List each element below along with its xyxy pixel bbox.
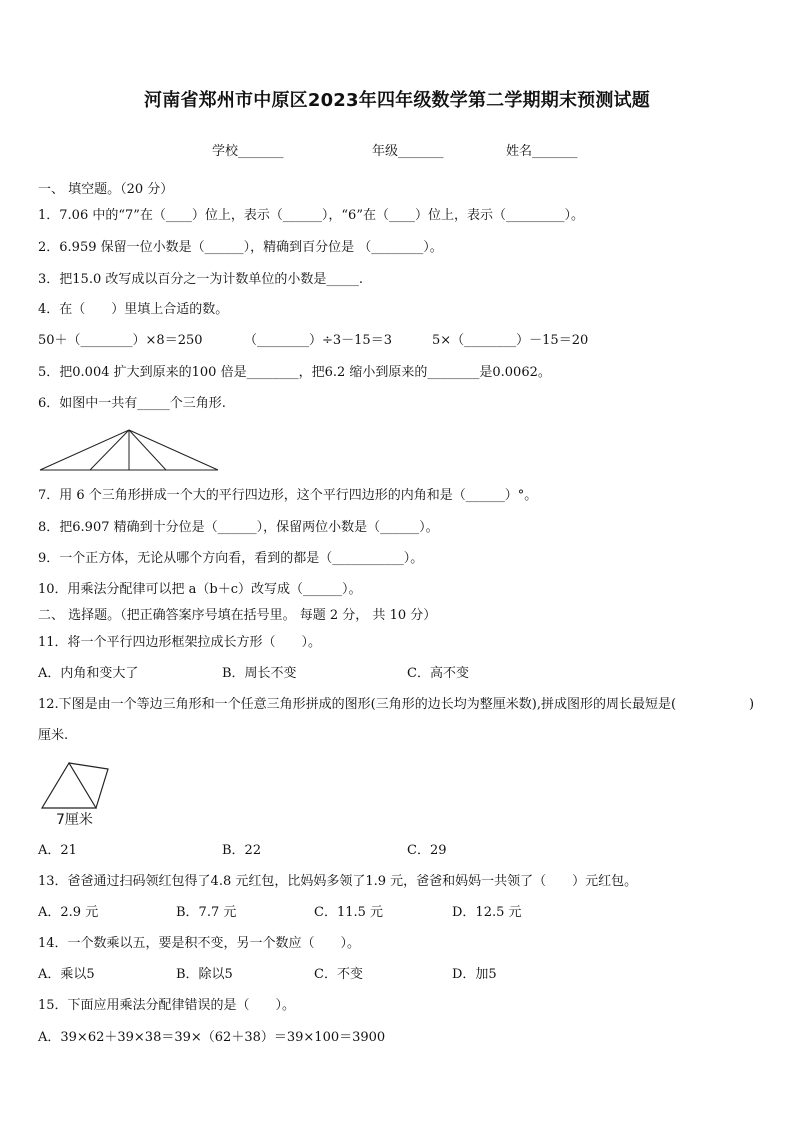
question-12: 12.下图是由一个等边三角形和一个任意三角形拼成的图形(三角形的边长均为整厘米数),拼成图形的周长最短是( xyxy=(38,697,677,712)
section-fill-blank-heading: 一、 填空题。（20 分） xyxy=(38,182,174,197)
question-4-part-c: 5×（________）－15＝20 xyxy=(432,333,589,348)
question-12-figure xyxy=(40,761,112,811)
question-4-part-a: 50＋（________）×8＝250 xyxy=(38,333,203,348)
question-6-triangle-figure xyxy=(38,428,220,473)
grade-field: 年级_______ xyxy=(372,144,444,159)
question-2: 2．6.959 保留一位小数是（______），精确到百分位是 （________）。 xyxy=(38,240,443,255)
question-5: 5．把0.004 扩大到原来的100 倍是________，把6.2 缩小到原来的________是0.0062。 xyxy=(38,365,551,380)
question-14-option-c: C．不变 xyxy=(314,967,363,982)
question-8: 8．把6.907 精确到十分位是（______），保留两位小数是（______）。 xyxy=(38,520,439,535)
page-title: 河南省郑州市中原区2023年四年级数学第二学期期末预测试题 xyxy=(144,90,650,111)
school-field: 学校_______ xyxy=(212,144,284,159)
question-14-option-d: D．加5 xyxy=(452,967,497,982)
question-7: 7．用 6 个三角形拼成一个大的平行四边形，这个平行四边形的内角和是（______）°。 xyxy=(38,488,538,503)
question-13-option-c: C．11.5 元 xyxy=(314,905,384,920)
question-13: 13．爸爸通过扫码领红包得了4.8 元红包，比妈妈多领了1.9 元，爸爸和妈妈一共领了（ ）元红包。 xyxy=(38,874,638,889)
question-13-option-d: D．12.5 元 xyxy=(452,905,522,920)
question-11-option-b: B．周长不变 xyxy=(222,666,297,681)
question-3: 3．把15.0 改写成以百分之一为计数单位的小数是_____. xyxy=(38,272,363,287)
question-11-option-a: A．内角和变大了 xyxy=(38,666,139,681)
question-4: 4．在（ ）里填上合适的数。 xyxy=(38,302,229,317)
question-11: 11．将一个平行四边形框架拉成长方形（ ）。 xyxy=(38,635,322,650)
question-12-figure-label: 7厘米 xyxy=(56,812,93,828)
question-12-option-a: A．21 xyxy=(38,843,77,858)
question-13-option-a: A．2.9 元 xyxy=(38,905,99,920)
question-6: 6．如图中一共有_____个三角形. xyxy=(38,396,226,411)
question-11-option-c: C．高不变 xyxy=(407,666,469,681)
question-10: 10．用乘法分配律可以把 a（b＋c）改写成（______）。 xyxy=(38,582,362,597)
question-12-continued: 厘米. xyxy=(38,728,69,743)
question-15-option-a: A．39×62＋39×38＝39×（62＋38）＝39×100＝3900 xyxy=(38,1030,386,1045)
question-12-closing-paren: ) xyxy=(749,697,755,712)
question-14-option-a: A．乘以5 xyxy=(38,967,95,982)
question-13-option-b: B．7.7 元 xyxy=(176,905,237,920)
section-choice-heading: 二、 选择题。（把正确答案序号填在括号里。 每题 2 分， 共 10 分） xyxy=(38,608,437,623)
question-15: 15．下面应用乘法分配律错误的是（ ）。 xyxy=(38,998,296,1013)
name-field: 姓名_______ xyxy=(506,144,578,159)
question-12-option-b: B．22 xyxy=(222,843,262,858)
question-14-option-b: B．除以5 xyxy=(176,967,233,982)
question-1: 1．7.06 中的“7”在（____）位上，表示（______），“6”在（____）位上，表示（_________）。 xyxy=(38,208,584,223)
question-4-part-b: （________）÷3－15＝3 xyxy=(244,333,392,348)
question-12-option-c: C．29 xyxy=(407,843,447,858)
question-9: 9．一个正方体，无论从哪个方向看，看到的都是（___________）。 xyxy=(38,551,424,566)
question-14: 14．一个数乘以五，要是积不变，另一个数应（ ）。 xyxy=(38,936,361,951)
